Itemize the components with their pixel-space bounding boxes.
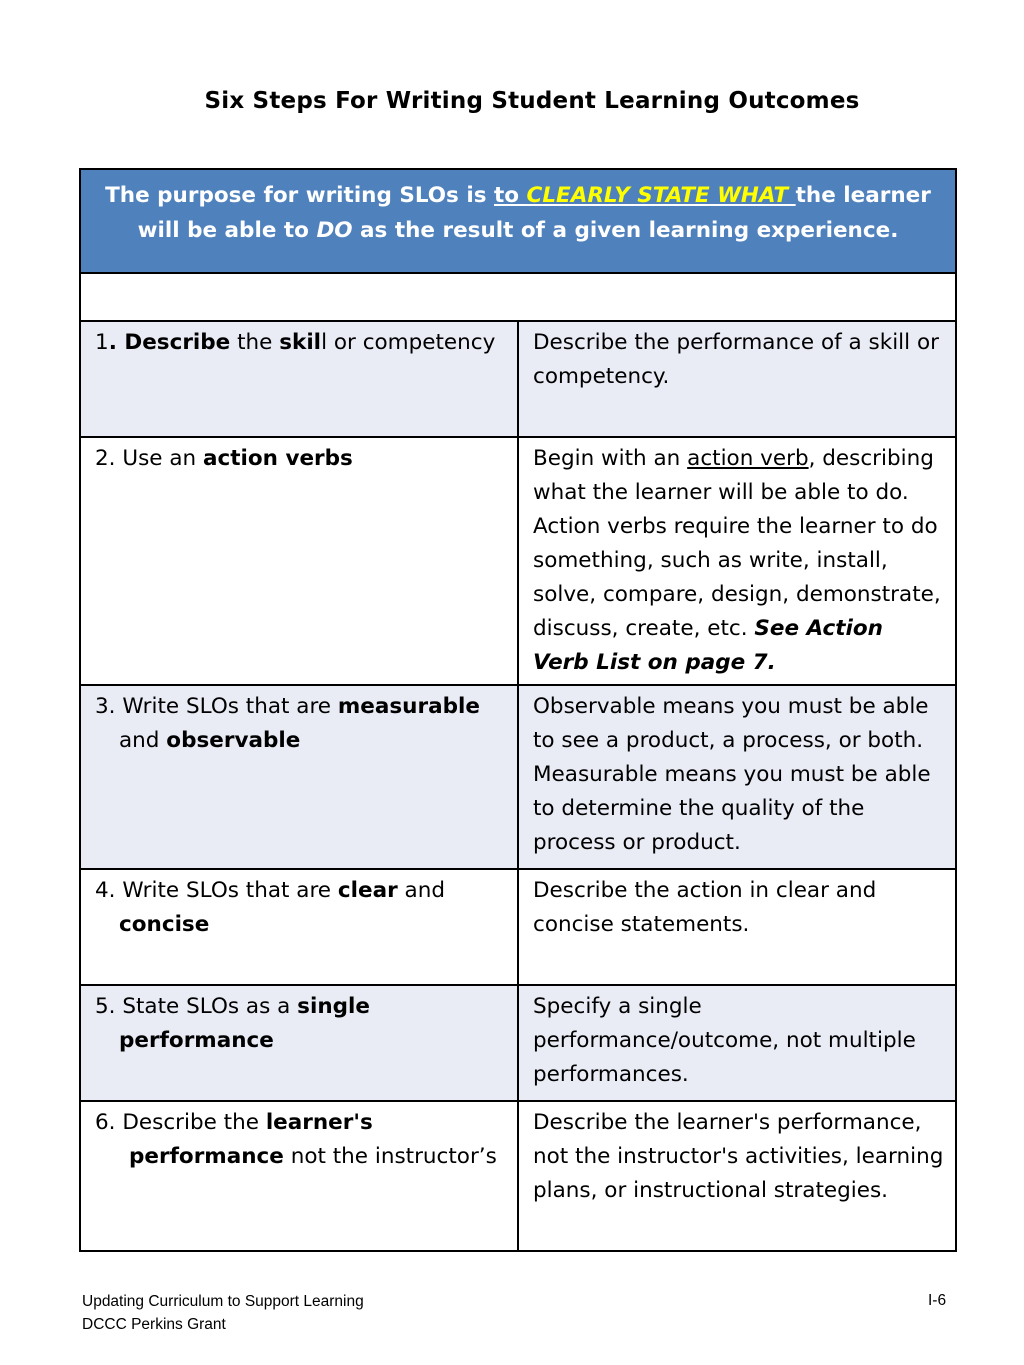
table-row xyxy=(80,869,956,985)
step-description: Begin with an action verb, describing what the learner will be able to do. Action verbs require the learner to do something, such as write, install, solve, compare, design, demonstrate, discuss, create, etc. See Action Verb List on page 7. xyxy=(518,437,956,685)
slo-steps-table xyxy=(79,168,957,1252)
table-row xyxy=(80,437,956,685)
action-verb-list-reference: See Action Verb List on page 7. xyxy=(533,616,883,675)
empty-cell xyxy=(80,273,956,321)
page-number: I-6 xyxy=(928,1292,947,1309)
table-row xyxy=(80,321,956,437)
table-row xyxy=(80,1101,956,1251)
step-label: 5. State SLOs as a single performance xyxy=(80,985,518,1101)
purpose-text: The purpose for writing SLOs is xyxy=(105,183,494,208)
purpose-highlight: CLEARLY STATE WHAT xyxy=(526,183,796,208)
table-header-row xyxy=(80,169,956,273)
page-title: Six Steps For Writing Student Learning Outcomes xyxy=(204,88,860,114)
step-label: 6. Describe the learner's performance not the instructor’s xyxy=(80,1101,518,1251)
step-description: Describe the performance of a skill or competency. xyxy=(518,321,956,437)
purpose-text-3: as the result of a given learning experience. xyxy=(352,218,899,243)
table-row xyxy=(80,985,956,1101)
purpose-do: DO xyxy=(316,218,353,243)
purpose-text-2: the learner will be able to xyxy=(137,183,931,243)
purpose-statement xyxy=(80,169,956,273)
footer-line-1: Updating Curriculum to Support Learning xyxy=(82,1293,364,1310)
step-description: Observable means you must be able to see a product, a process, or both. Measurable means you must be able to determine the quality of the process or product. xyxy=(518,685,956,869)
step-description: Specify a single performance/outcome, not multiple performances. xyxy=(518,985,956,1101)
step-label: 2. Use an action verbs xyxy=(80,437,518,685)
table-row xyxy=(80,685,956,869)
footer xyxy=(82,1290,364,1336)
step-description: Describe the action in clear and concise statements. xyxy=(518,869,956,985)
step-label: 1. Describe the skill or competency xyxy=(80,321,518,437)
step-description: Describe the learner's performance, not the instructor's activities, learning plans, or instructional strategies. xyxy=(518,1101,956,1251)
footer-line-2: DCCC Perkins Grant xyxy=(82,1316,226,1333)
step-label: 4. Write SLOs that are clear and concise xyxy=(80,869,518,985)
purpose-to: to CLEARLY STATE WHAT xyxy=(494,183,796,208)
empty-row xyxy=(80,273,956,321)
step-label: 3. Write SLOs that are measurable and observable xyxy=(80,685,518,869)
